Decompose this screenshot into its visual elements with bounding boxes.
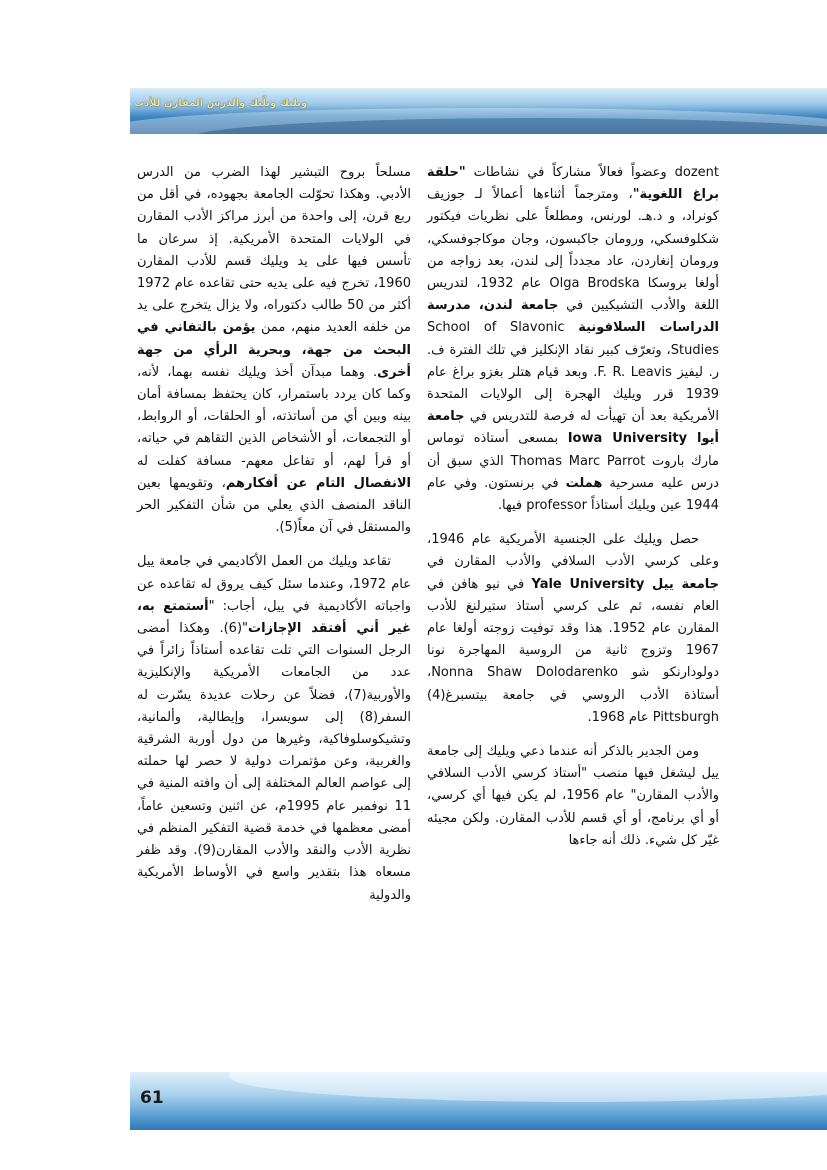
text-run: في نيو هافن في العام نفسه، ثم على كرسي أستاذ ستيرلنغ للأدب المقارن عام 1952. هذا وقد توفيت زوجته أولغا عام 1967 وتزوج ثانية من الروسية المهاجرة نونا دولودارنكو شو Nonna Shaw Dolodarenko، أستاذة الأدب الروسي في جامعة بيتسبرغ(4) Pittsburgh عام 1968. (427, 576, 719, 725)
text-run: ، ومترجماً أثناءها أعمالاً لـ جوزيف كونراد، و د.هـ. لورنس، ومطلعاً على نظريات فيكتور شكلوفسكي، ورومان جاكبسون، وجان موكاجوفسكي، ورومان إنغاردن، عاد مجدداً إلى لندن، بعد زواجه من أولغا بروسكا Olga Brodska عام 1932، لتدريس اللغة والأدب التشيكيين في (427, 187, 720, 314)
footer-wave-decoration (230, 1072, 827, 1102)
right-column (427, 162, 719, 852)
bold-phrase: "حلقة براغ اللغوية" (427, 165, 719, 203)
bold-phrase: هملت (565, 475, 603, 491)
paragraph (137, 551, 411, 906)
paragraph (137, 162, 411, 539)
paragraph (427, 741, 719, 852)
text-run: ، وتقويمها بعين الناقد المنصف الذي يعلي من شأن التفكير الحر والمستقل في آن معاً(5). (137, 475, 411, 536)
text-run: dozent وعضواً فعالاً مشاركاً في نشاطات (465, 165, 719, 180)
page-number: 61 (140, 1088, 164, 1108)
text-run: بمسعى أستاذه توماس مارك باروت Thomas Marc Parrot الذي سبق أن درس عليه مسرحية (427, 431, 719, 491)
text-run: مسلحاً بروح التبشير لهذا الضرب من الدرس الأدبي. وهكذا تحوّلت الجامعة بجهوده، في أقل من ربع قرن، إلى واحدة من أبرز مراكز الأدب المقارن في الولايات المتحدة الأمريكية. إذ سرعان ما تأسس فيها على يد ويليك قسم للأدب المقارن 1960، تخرج فيه على يديه حتى تقاعده عام 1972 أكثر من 50 طالب دكتوراه، ولا يزال يتخرج على يد من خلفه العديد منهم، ممن (137, 165, 411, 336)
bold-phrase: الانفصال التام عن أفكارهم (225, 475, 412, 491)
header-banner (130, 88, 827, 134)
paragraph (427, 529, 719, 729)
running-title: وبليك ويلّيك والدرس المقارن للأدب (134, 98, 308, 109)
bold-phrase: يؤمن بالتفاني في البحث من جهة، وبحرية الرأي من جهة أخرى (137, 320, 411, 380)
text-run: في برنستون. وفي عام 1944 عين ويليك أستاذاً professor فيها. (427, 475, 719, 514)
paragraph (427, 162, 719, 517)
footer-banner (130, 1072, 827, 1130)
text-run: School of Slavonic Studies، وتعرّف كبير نقاد الإنكليز في تلك الفترة ف. ر. ليفيز F. R. Leavis. وبعد قيام هتلر بغزو براغ عام 1939 قرر ويليك الهجرة إلى الولايات المتحدة الأمريكية بعد أن تهيأت له فرصة للتدريس في (427, 320, 720, 425)
bold-phrase: جامعة ييل Yale University (531, 576, 719, 592)
text-run: تقاعد ويليك من العمل الأكاديمي في جامعة ييل عام 1972، وعندما سئل كيف يروق له تقاعده عن واجباته الأكاديمية في ييل، أجاب: " (137, 554, 412, 614)
text-run: . وهما مبدآن أخذ ويليك نفسه بهما، لأنه، وكما كان يردد باستمرار، كان يحتفظ بمسافة أمان بينه وبين أي من أساتذته، أو الحلقات، أو الروابط، أو التجمعات، أو الأشخاص الذين التقاهم في حياته، أو قرأ لهم، أو تفاعل معهم- مسافة كفلت له (137, 364, 411, 469)
bold-phrase: جامعة أيوا Iowa University (427, 409, 719, 447)
bold-phrase: جامعة لندن، مدرسة الدراسات السلافونية (427, 298, 719, 336)
left-column (137, 162, 411, 907)
text-run: ومن الجدير بالذكر أنه عندما دعي ويليك إلى جامعة ييل ليشغل فيها منصب "أستاذ كرسي الأدب السلافي والأدب المقارن" عام 1956، لم يكن فيها أي كرسي، أو أي برنامج، أو أي قسم للأدب المقارن. ولكن مجيئه غيّر كل شيء. ذلك أنه جاءها (427, 744, 719, 848)
bold-phrase: أستمتع به، غير أني أفتقد الإجازات (137, 598, 411, 637)
text-run: حصل ويليك على الجنسية الأمريكية عام 1946، وعلى كرسي الأدب السلافي والأدب المقارن في (427, 532, 719, 570)
text-run: "(6). وهكذا أمضى الرجل السنوات التي تلت تقاعده أستاذاً زائراً في عدد من الجامعات الأمريكية والإنكليزية والأوربية(7)، فضلاً عن رحلات عديدة يسّرت له السفر(8) إلى سويسرا، وإيطالية، وألمانية، وتشيكوسلوفاكية، وغيرها من دول أوربة الشرقية والغربية، وعن مؤتمرات دولية لا حصر لها حملته إلى عواصم العالم المختلفة إلى أن وافته المنية في 11 نوفمبر عام 1995م، عن اثنين وتسعين عاماً، أمضى معظمها في خدمة قضية التفكير المنظم في نظرية الأدب والنقد والأدب المقارن(9). وقد ظفر مسعاه هذا بتقدير واسع في الأوساط الأمريكية والدولية (137, 621, 411, 903)
